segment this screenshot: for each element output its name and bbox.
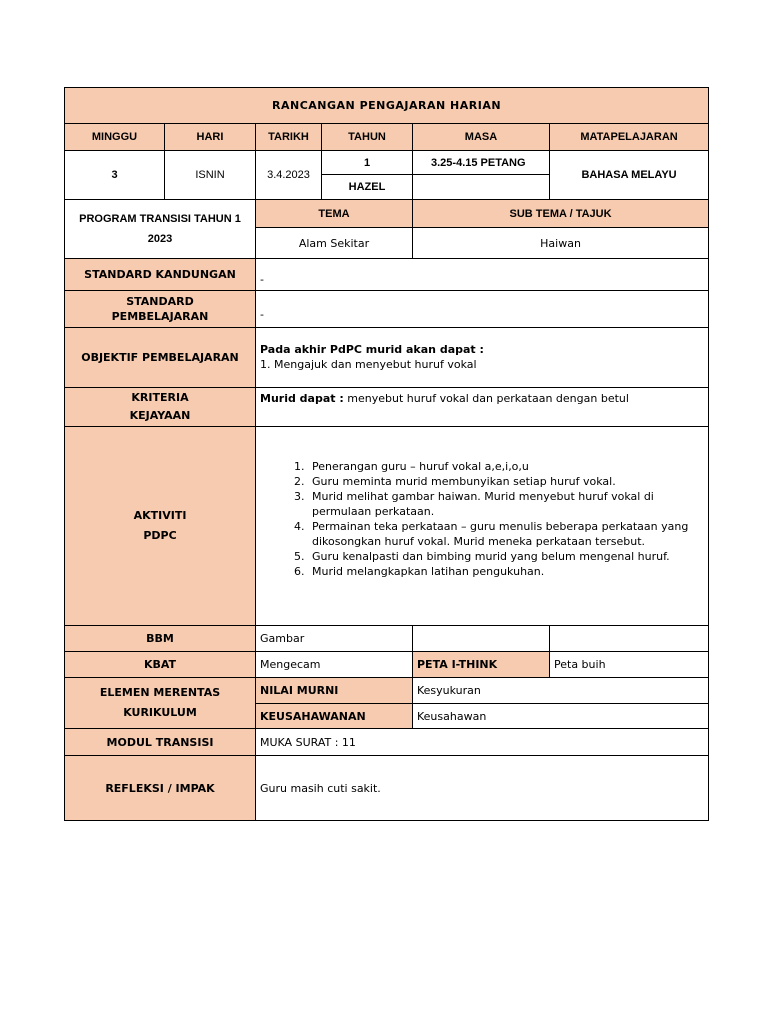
header-tarikh: TARIKH (256, 124, 322, 151)
hari-value: ISNIN (165, 151, 256, 200)
refleksi-value: Guru masih cuti sakit. (256, 756, 709, 821)
nilai-murni-value: Kesyukuran (413, 678, 709, 704)
peta-ithink-value: Peta buih (550, 652, 709, 678)
aktiviti-list (260, 459, 704, 579)
kbat-value: Mengecam (256, 652, 413, 678)
bbm-empty-cell-1 (413, 626, 550, 652)
kriteria-cell (256, 388, 709, 427)
standard-pembelajaran-value: - (256, 291, 709, 328)
subtema-value: Haiwan (413, 228, 709, 259)
matapelajaran-value: BAHASA MELAYU (550, 151, 709, 200)
standard-pembelajaran-label-2: PEMBELAJARAN (111, 310, 209, 323)
aktiviti-item: 3. Murid melihat gambar haiwan. Murid menyebut huruf vokal di permulaan perkataan. (308, 489, 704, 519)
objektif-intro: Pada akhir PdPC murid akan dapat : (260, 343, 484, 356)
objektif-label: OBJEKTIF PEMBELAJARAN (65, 328, 256, 388)
emk-label-2: KURIKULUM (123, 706, 197, 719)
modul-transisi-value: MUKA SURAT : 11 (256, 729, 709, 756)
header-masa: MASA (413, 124, 550, 151)
aktiviti-label (65, 427, 256, 626)
masa-value: 3.25-4.15 PETANG (413, 151, 550, 175)
program-line-1: PROGRAM TRANSISI TAHUN 1 (79, 213, 241, 225)
emk-label-1: ELEMEN MERENTAS (99, 686, 221, 699)
standard-kandungan-label: STANDARD KANDUNGAN (65, 259, 256, 291)
refleksi-label: REFLEKSI / IMPAK (65, 756, 256, 821)
tema-value: Alam Sekitar (256, 228, 413, 259)
nilai-murni-label: NILAI MURNI (256, 678, 413, 704)
kriteria-lead: Murid dapat : (260, 392, 344, 405)
bbm-label: BBM (65, 626, 256, 652)
keusahawanan-value: Keusahawan (413, 704, 709, 729)
standard-kandungan-value: - (256, 259, 709, 291)
header-hari: HARI (165, 124, 256, 151)
program-cell (65, 200, 256, 259)
kriteria-label-2: KEJAYAAN (129, 409, 191, 422)
aktiviti-label-1: AKTIVITI (133, 509, 187, 522)
tahun-value: 1 (322, 151, 413, 175)
header-tahun: TAHUN (322, 124, 413, 151)
bbm-value: Gambar (256, 626, 413, 652)
standard-pembelajaran-label-1: STANDARD (126, 295, 194, 308)
tarikh-value: 3.4.2023 (256, 151, 322, 200)
aktiviti-label-2: PDPC (143, 529, 177, 542)
aktiviti-item: 2. Guru meminta murid membunyikan setiap huruf vokal. (308, 474, 704, 489)
header-minggu: MINGGU (65, 124, 165, 151)
kelas-value: HAZEL (322, 175, 413, 200)
objektif-item: 1. Mengajuk dan menyebut huruf vokal (260, 358, 477, 371)
aktiviti-item: 1. Penerangan guru – huruf vokal a,e,i,o,u (308, 459, 704, 474)
header-matapelajaran: MATAPELAJARAN (550, 124, 709, 151)
subtema-label: SUB TEMA / TAJUK (413, 200, 709, 228)
aktiviti-item: 4. Permainan teka perkataan – guru menulis beberapa perkataan yang dikosongkan huruf vokal. Murid meneka perkataan tersebut. (308, 519, 704, 549)
masa-empty-cell (413, 175, 550, 200)
peta-ithink-label: PETA I-THINK (413, 652, 550, 678)
modul-transisi-label: MODUL TRANSISI (65, 729, 256, 756)
aktiviti-cell (256, 427, 709, 626)
kriteria-label (65, 388, 256, 427)
keusahawanan-label: KEUSAHAWANAN (256, 704, 413, 729)
emk-label (65, 678, 256, 729)
objektif-cell (256, 328, 709, 388)
aktiviti-item: 5. Guru kenalpasti dan bimbing murid yang belum mengenal huruf. (308, 549, 704, 564)
standard-pembelajaran-label (65, 291, 256, 328)
kriteria-label-1: KRITERIA (131, 391, 189, 404)
kbat-label: KBAT (65, 652, 256, 678)
aktiviti-item: 6. Murid melangkapkan latihan pengukuhan. (308, 564, 704, 579)
lesson-plan-table (64, 87, 709, 821)
program-line-2: 2023 (147, 233, 173, 245)
minggu-value: 3 (65, 151, 165, 200)
kriteria-text: menyebut huruf vokal dan perkataan dengan betul (343, 392, 629, 405)
bbm-empty-cell-2 (550, 626, 709, 652)
tema-label: TEMA (256, 200, 413, 228)
page-title: RANCANGAN PENGAJARAN HARIAN (65, 88, 709, 124)
